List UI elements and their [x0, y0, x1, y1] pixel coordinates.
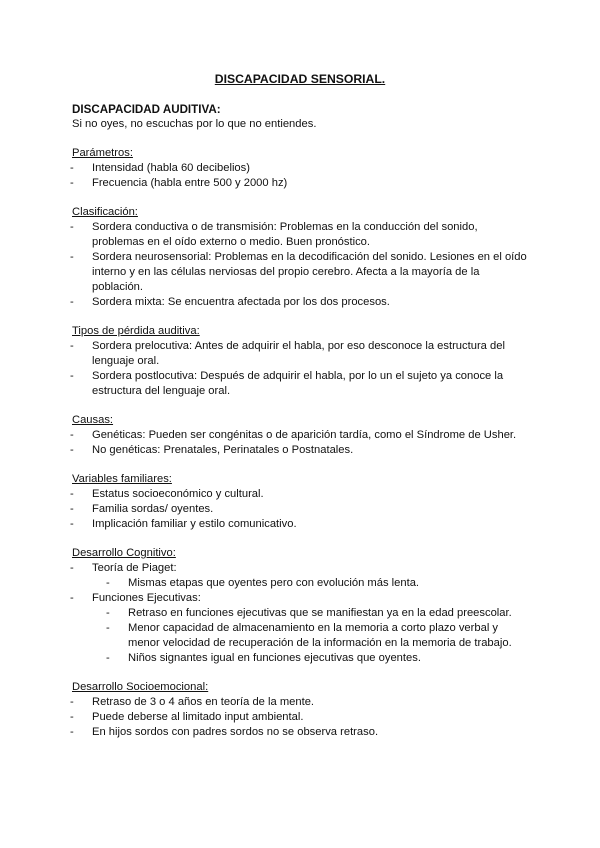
variables-section — [72, 472, 532, 532]
list-item: - Estatus socioeconómico y cultural. — [72, 487, 532, 502]
sub-list-item: - Retraso en funciones ejecutivas que se manifiestan ya en la edad preescolar. — [72, 606, 532, 621]
causas-list — [72, 428, 532, 458]
sub-list-item: - Menor capacidad de almacenamiento en la memoria a corto plazo verbal y menor velocidad de recuperación de la información en la memoria de trabajo. — [72, 621, 532, 651]
list-item: - Sordera postlocutiva: Después de adquirir el habla, por lo un el sujeto ya conoce la estructura del lenguaje oral. — [72, 369, 532, 399]
clasificacion-section — [72, 205, 532, 310]
list-item: - Genéticas: Pueden ser congénitas o de aparición tardía, como el Síndrome de Usher. — [72, 428, 532, 443]
cognitivo-title: Desarrollo Cognitivo: — [72, 547, 176, 559]
list-item: - Funciones Ejecutivas: — [72, 591, 532, 606]
clasificacion-title: Clasificación: — [72, 206, 138, 218]
list-item: - Intensidad (habla 60 decibelios) — [72, 161, 532, 176]
variables-list — [72, 487, 532, 532]
list-item: - Frecuencia (habla entre 500 y 2000 hz) — [72, 176, 532, 191]
causas-section — [72, 413, 532, 458]
list-item: - Familia sordas/ oyentes. — [72, 502, 532, 517]
list-item: - Implicación familiar y estilo comunicativo. — [72, 517, 532, 532]
list-item: - Sordera mixta: Se encuentra afectada por los dos procesos. — [72, 295, 532, 310]
causas-title: Causas: — [72, 414, 114, 426]
list-item: - Sordera prelocutiva: Antes de adquirir el habla, por eso desconoce la estructura del lenguaje oral. — [72, 339, 532, 369]
socioemocional-title: Desarrollo Socioemocional: — [72, 681, 209, 693]
socioemocional-list — [72, 695, 532, 740]
sub-list-item: - Mismas etapas que oyentes pero con evolución más lenta. — [72, 576, 532, 591]
list-item: - En hijos sordos con padres sordos no se observa retraso. — [72, 725, 532, 740]
list-item: - Puede deberse al limitado input ambiental. — [72, 710, 532, 725]
tipos-section — [72, 324, 532, 399]
list-item: - No genéticas: Prenatales, Perinatales o Postnatales. — [72, 443, 532, 458]
intro-heading: DISCAPACIDAD AUDITIVA: — [72, 103, 221, 116]
list-item: - Sordera conductiva o de transmisión: Problemas en la conducción del sonido, problemas en el oído externo o medio. Buen pronóstico. — [72, 220, 532, 250]
variables-title: Variables familiares: — [72, 473, 172, 485]
cognitivo-list — [72, 561, 532, 666]
sub-list-item: - Niños signantes igual en funciones ejecutivas que oyentes. — [72, 651, 532, 666]
intro-text: Si no oyes, no escuchas por lo que no entiendes. — [72, 118, 317, 130]
tipos-list — [72, 339, 532, 399]
parametros-section — [72, 146, 532, 191]
cognitivo-section — [72, 546, 532, 666]
socioemocional-section — [72, 680, 532, 740]
list-item: - Retraso de 3 o 4 años en teoría de la mente. — [72, 695, 532, 710]
clasificacion-list — [72, 220, 532, 310]
document-body — [72, 102, 532, 754]
tipos-title: Tipos de pérdida auditiva: — [72, 325, 200, 337]
intro-section — [72, 102, 532, 132]
list-item: - Sordera neurosensorial: Problemas en la decodificación del sonido. Lesiones en el oído interno y en las células nerviosas del propio cerebro. Afecta a la mayoría de la población. — [72, 250, 532, 295]
list-item: - Teoría de Piaget: — [72, 561, 532, 576]
parametros-title: Parámetros: — [72, 147, 133, 159]
parametros-list — [72, 161, 532, 191]
document-title: DISCAPACIDAD SENSORIAL. — [214, 72, 386, 86]
